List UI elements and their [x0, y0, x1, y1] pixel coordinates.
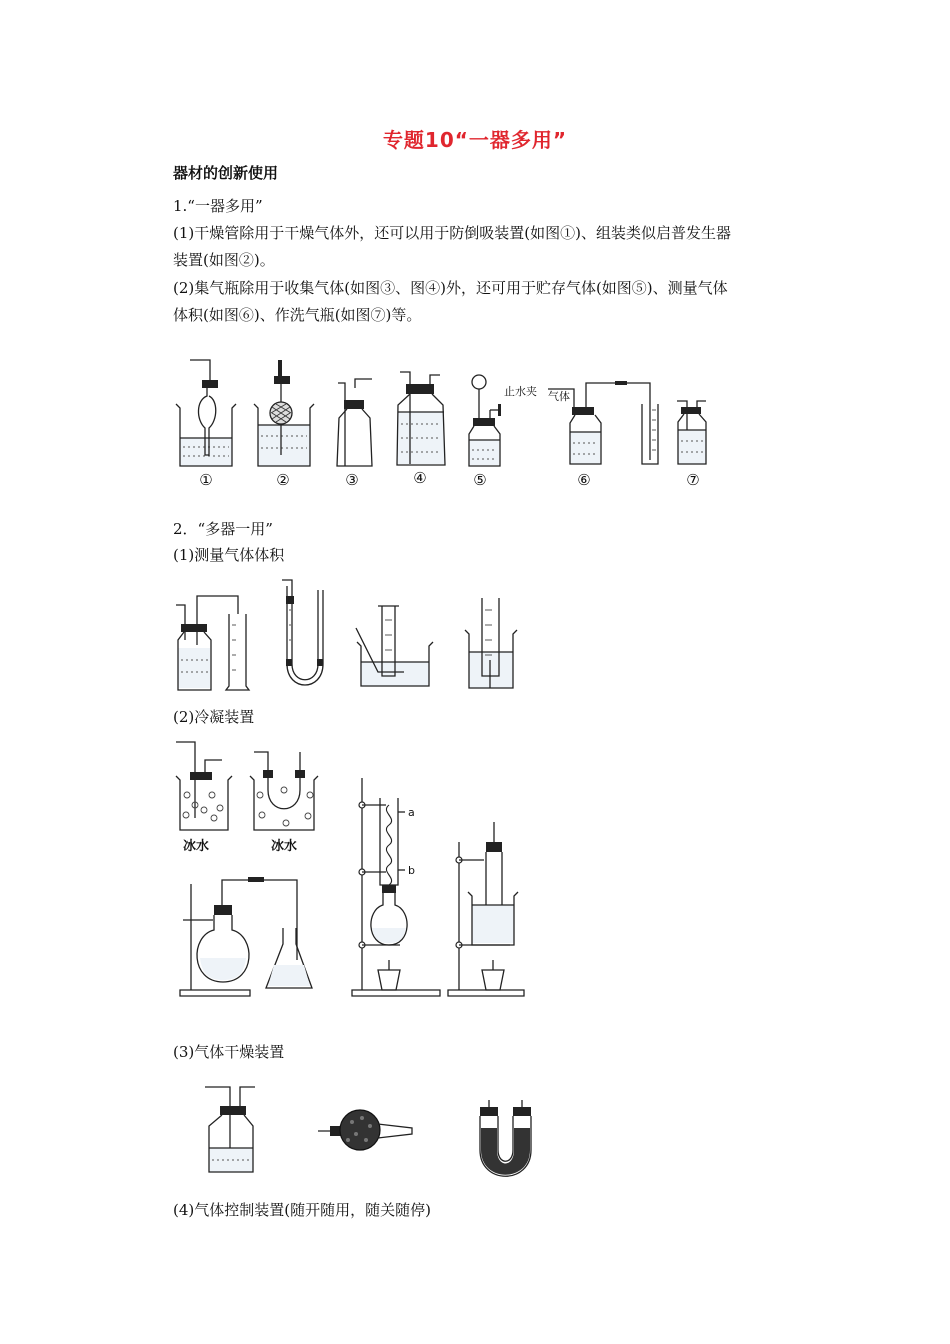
figure-1-beaker-drying-tube: [176, 360, 236, 466]
figure-2-beaker-mesh-generator: [254, 360, 314, 466]
part2-heading: 2．“多器一用”: [173, 520, 273, 538]
figure-label-3: ③: [345, 471, 359, 489]
figure-label-6: ⑥: [577, 471, 591, 489]
subsection-4-heading: (4)气体控制装置(随开随用，随关随停): [173, 1201, 431, 1219]
figure-6-volume-measurement: [548, 381, 658, 464]
volume-beaker-with-cylinder: [356, 606, 433, 686]
condenser-port-a: a: [408, 806, 415, 819]
drying-u-tube: [480, 1100, 531, 1176]
volume-inverted-cylinder-beaker: [465, 598, 517, 688]
subsection-3-heading: (3)气体干燥装置: [173, 1043, 285, 1061]
figure-label-5: ⑤: [473, 471, 487, 489]
figure-7-washing-bottle: [677, 401, 706, 464]
figure-label-7: ⑦: [686, 471, 700, 489]
subsection-2-heading: (2)冷凝装置: [173, 708, 255, 726]
reflux-condenser-setup: [352, 778, 440, 996]
figure-5-storage-bottle: [469, 375, 537, 466]
paragraph-1-line-2: 装置(如图②)。: [173, 251, 275, 269]
ice-water-label-2: 冰水: [270, 839, 298, 854]
condensation-figures: [0, 730, 950, 1040]
figure-4-bottle-with-liquid: [397, 372, 445, 465]
paragraph-1-line-1: (1)干燥管除用于干燥气体外，还可以用于防倒吸装置(如图①)、组装类似启普发生器: [173, 224, 731, 242]
volume-bottle-and-cylinder: [176, 596, 249, 690]
gas-drying-figures: [0, 1075, 950, 1185]
figure-3-gas-bottle: [337, 379, 372, 466]
page-title: 专题10“一器多用”: [382, 128, 568, 152]
ice-water-label-1: 冰水: [182, 839, 210, 854]
part1-heading: 1.“一器多用”: [173, 197, 263, 215]
subsection-1-heading: (1)测量气体体积: [173, 546, 285, 564]
drying-wash-bottle: [205, 1087, 255, 1172]
paragraph-2-line-2: 体积(如图⑥)、作洗气瓶(如图⑦)等。: [173, 306, 422, 324]
ice-bath-beaker-1: [176, 742, 232, 854]
drying-tube-spherical: [318, 1110, 412, 1150]
figure-label-1: ①: [199, 471, 213, 489]
gas-label: 气体: [548, 390, 570, 403]
section-heading: 器材的创新使用: [173, 164, 279, 182]
gas-volume-figures: [0, 570, 950, 700]
figure-label-2: ②: [276, 471, 290, 489]
paragraph-2-line-1: (2)集气瓶除用于收集气体(如图③、图④)外，还可用于贮存气体(如图⑤)、测量气体: [173, 279, 728, 297]
apparatus-figure-row-1: [0, 345, 950, 515]
ice-bath-beaker-2-u-tube: [250, 752, 318, 854]
distillation-flask-and-receiver: [180, 877, 312, 996]
water-bath-heating-setup: [448, 822, 524, 996]
figure-label-4: ④: [413, 469, 427, 487]
volume-u-tube-burette: [282, 580, 323, 685]
condenser-port-b: b: [408, 864, 415, 877]
clamp-label: 止水夹: [504, 385, 537, 398]
